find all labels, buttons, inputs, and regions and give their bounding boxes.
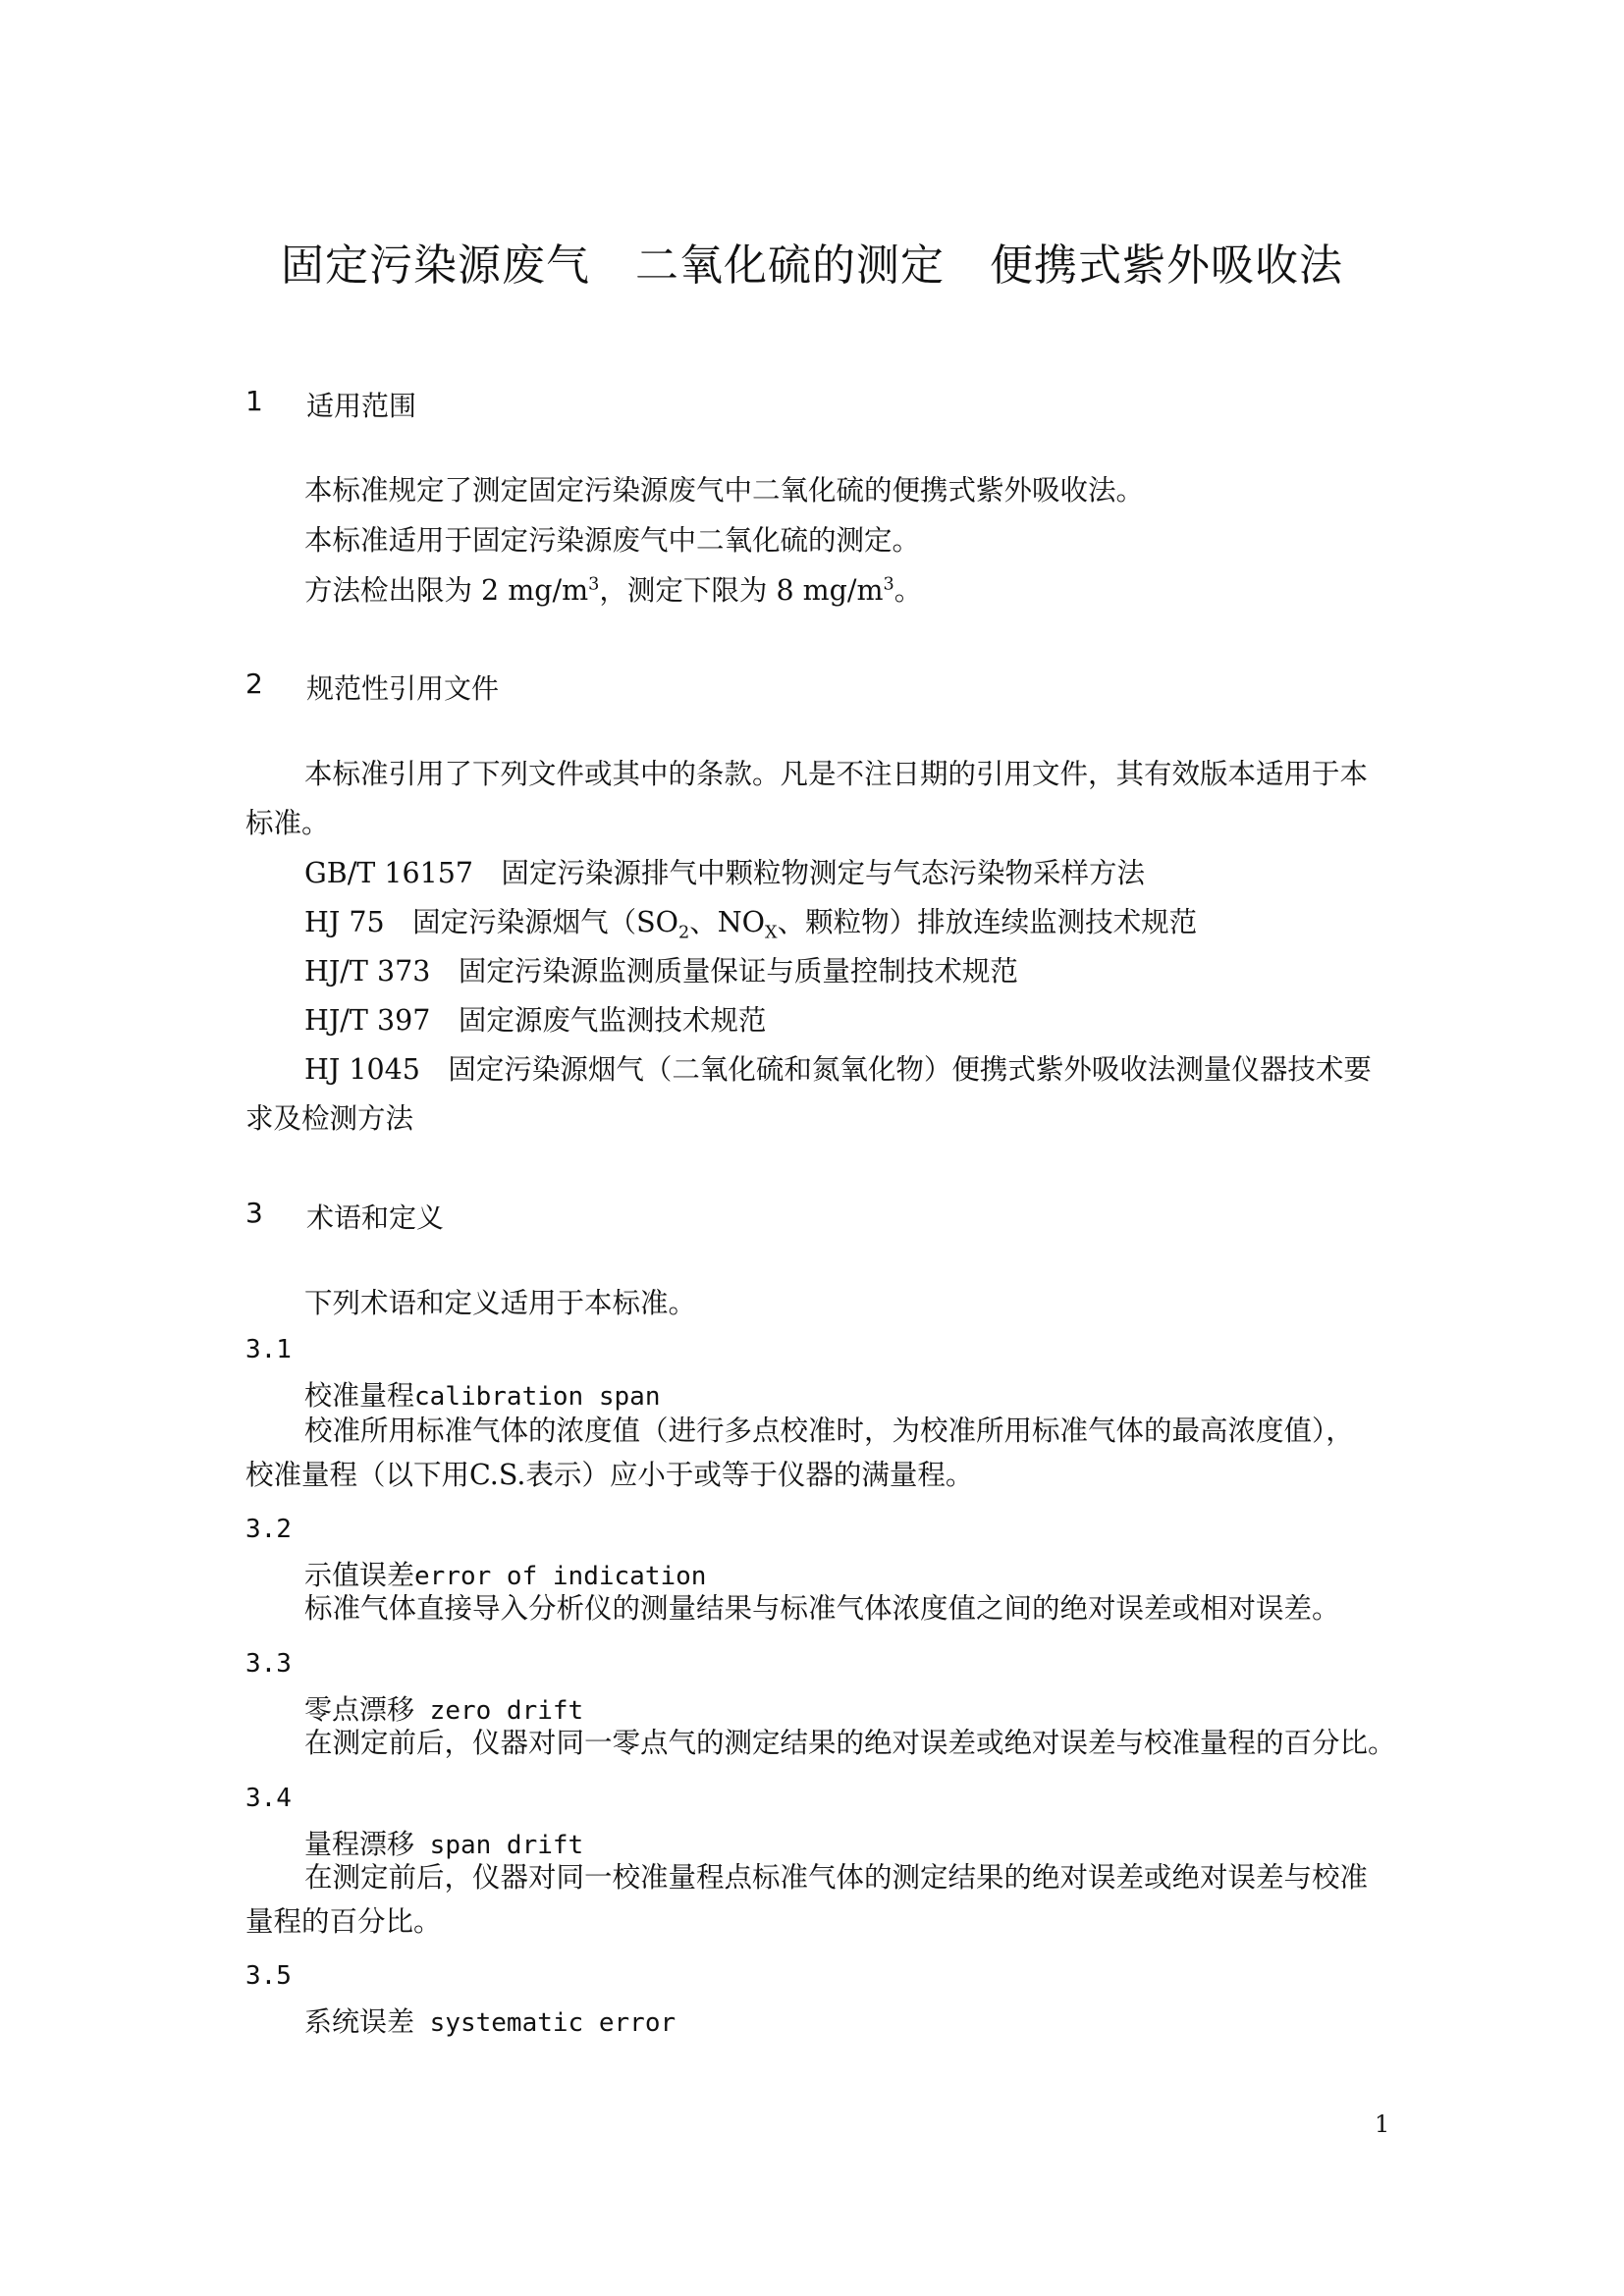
text-run: ，测定下限为 8 mg/m — [599, 574, 884, 607]
subscript: X — [765, 923, 778, 943]
term-cn: 量程漂移 — [304, 1828, 415, 1860]
term-cn: 零点漂移 — [304, 1693, 415, 1726]
term-heading — [304, 1688, 583, 1728]
term-en: zero drift — [414, 1696, 584, 1726]
paragraph: 本标准引用了下列文件或其中的条款。凡是不注日期的引用文件，其有效版本适用于本 — [304, 758, 1369, 790]
text-run: HJ 75 固定污染源烟气（SO — [304, 906, 678, 938]
term-en: systematic error — [414, 2008, 677, 2038]
term-heading — [304, 1823, 583, 1862]
reference-item: HJ/T 373 固定污染源监测质量保证与质量控制技术规范 — [304, 955, 1018, 988]
paragraph: 标准。 — [245, 807, 330, 839]
text-run: 。 — [893, 574, 923, 607]
term-number: 3.3 — [245, 1649, 292, 1679]
reference-item: GB/T 16157 固定污染源排气中颗粒物测定与气态污染物采样方法 — [304, 857, 1146, 889]
paragraph: 下列术语和定义适用于本标准。 — [304, 1287, 697, 1319]
term-en: span drift — [414, 1831, 584, 1860]
term-heading — [304, 1374, 660, 1414]
term-definition: 标准气体直接导入分析仪的测量结果与标准气体浓度值之间的绝对误差或相对误差。 — [304, 1592, 1340, 1625]
section-1-heading — [245, 385, 835, 420]
document-title — [0, 230, 1624, 293]
term-number: 3.4 — [245, 1784, 292, 1813]
term-number: 3.1 — [245, 1335, 292, 1364]
term-definition: 量程的百分比。 — [245, 1905, 442, 1938]
superscript: 3 — [883, 574, 894, 595]
section-number: 2 — [245, 667, 263, 700]
title-part-3: 便携式紫外吸收法 — [990, 240, 1343, 291]
superscript: 3 — [588, 574, 600, 595]
section-title: 术语和定义 — [306, 1201, 445, 1234]
term-definition: 校准所用标准气体的浓度值（进行多点校准时，为校准所用标准气体的最高浓度值）， — [304, 1415, 1354, 1447]
term-definition: 在测定前后，仪器对同一校准量程点标准气体的测定结果的绝对误差或绝对误差与校准 — [304, 1861, 1369, 1894]
text-run: 方法检出限为 2 mg/m — [304, 574, 589, 607]
term-heading — [304, 2001, 676, 2040]
reference-item — [304, 905, 1198, 943]
term-number: 3.5 — [245, 1961, 292, 1991]
paragraph: 本标准规定了测定固定污染源废气中二氧化硫的便携式紫外吸收法。 — [304, 474, 1145, 507]
section-title: 适用范围 — [306, 390, 417, 422]
term-number: 3.2 — [245, 1515, 292, 1544]
text-run: 、颗粒物）排放连续监测技术规范 — [777, 906, 1198, 938]
term-definition: 在测定前后，仪器对同一零点气的测定结果的绝对误差或绝对误差与校准量程的百分比。 — [304, 1727, 1396, 1759]
paragraph: 本标准适用于固定污染源废气中二氧化硫的测定。 — [304, 524, 921, 557]
section-number: 3 — [245, 1197, 263, 1229]
paragraph-detection-limit — [304, 573, 922, 609]
title-part-1: 固定污染源废气 — [281, 240, 590, 291]
reference-item-continued: 求及检测方法 — [245, 1102, 414, 1135]
page-number: 1 — [1375, 2110, 1390, 2138]
section-3-heading — [245, 1197, 835, 1232]
section-2-heading — [245, 667, 835, 703]
reference-item: HJ/T 397 固定源废气监测技术规范 — [304, 1004, 767, 1037]
text-run: 、NO — [689, 906, 766, 938]
section-number: 1 — [245, 385, 263, 417]
reference-item: HJ 1045 固定污染源烟气（二氧化硫和氮氧化物）便携式紫外吸收法测量仪器技术要 — [304, 1053, 1372, 1086]
title-part-2: 二氧化硫的测定 — [635, 240, 945, 291]
term-cn: 示值误差 — [304, 1559, 415, 1591]
term-definition: 校准量程（以下用C.S.表示）应小于或等于仪器的满量程。 — [245, 1459, 974, 1491]
term-cn: 系统误差 — [304, 2005, 415, 2038]
term-en: error of indication — [414, 1562, 707, 1591]
term-cn: 校准量程 — [304, 1379, 415, 1412]
term-en: calibration span — [414, 1382, 661, 1412]
subscript: 2 — [678, 923, 690, 943]
section-title: 规范性引用文件 — [306, 672, 500, 705]
term-heading — [304, 1554, 706, 1593]
